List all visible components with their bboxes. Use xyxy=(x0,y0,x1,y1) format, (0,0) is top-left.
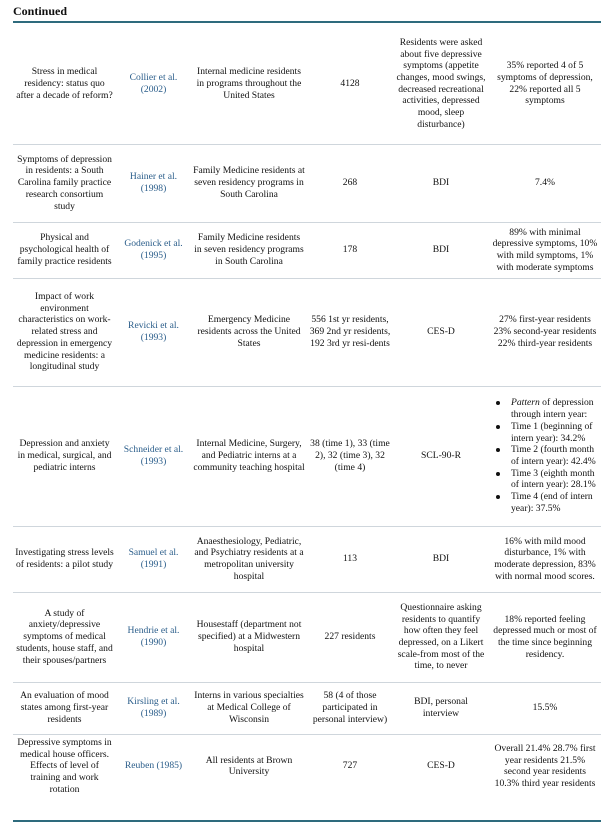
table-row xyxy=(13,24,601,144)
table-row xyxy=(13,526,601,592)
study-title: Depression and anxiety in medical, surgical, and pediatric interns xyxy=(13,386,116,526)
result-bullet-item xyxy=(493,397,599,420)
study-sample-size: 556 1st yr residents, 369 2nd yr residents, 192 3rd yr resi-dents xyxy=(307,278,393,386)
studies-table xyxy=(13,24,601,798)
study-measure: BDI xyxy=(393,222,489,278)
study-author: Revicki et al. (1993) xyxy=(116,278,191,386)
study-author: Hendrie et al. (1990) xyxy=(116,592,191,682)
study-title: Symptoms of depression in residents: a South Carolina family practice research consortium study xyxy=(13,144,116,222)
study-measure: Residents were asked about five depressive symptoms (appetite changes, mood swings, decreased recreational activities, depressed mood, sleep disturbance) xyxy=(393,24,489,144)
table-row xyxy=(13,592,601,682)
study-population: Internal Medicine, Surgery, and Pediatric interns at a community teaching hospital xyxy=(191,386,307,526)
study-result: 27% first-year residents 23% second-year residents 22% third-year residents xyxy=(489,278,601,386)
result-bullet-item: Time 3 (eighth month of intern year): 28.1% xyxy=(493,468,599,491)
study-title: Impact of work environment characteristics on work-related stress and depression in emergency medicine residents: a longitudinal study xyxy=(13,278,116,386)
study-result: Overall 21.4% 28.7% first year residents 21.5% second year residents 10.3% third year residents xyxy=(494,742,596,789)
study-author: Kirsling et al. (1989) xyxy=(116,682,191,734)
study-population: Family Medicine residents at seven residency programs in South Carolina xyxy=(191,144,307,222)
table-row xyxy=(13,682,601,734)
study-sample-size: 178 xyxy=(307,222,393,278)
table-row xyxy=(13,278,601,386)
study-sample-size: 58 (4 of those participated in personal interview) xyxy=(307,682,393,734)
study-author: Schneider et al. (1993) xyxy=(116,386,191,526)
study-sample-size: 227 residents xyxy=(307,592,393,682)
study-population: All residents at Brown University xyxy=(205,754,293,778)
study-population: Emergency Medicine residents across the United States xyxy=(191,278,307,386)
study-title: Depressive symptoms in medical house officers. Effects of level of training and work rotation xyxy=(17,736,112,795)
study-population: Housestaff (department not specified) at a Midwestern hospital xyxy=(191,592,307,682)
top-rule xyxy=(13,21,601,23)
study-sample-size: 113 xyxy=(307,526,393,592)
study-measure: CES-D xyxy=(427,760,455,772)
study-measure: BDI xyxy=(393,526,489,592)
study-sample-size: 268 xyxy=(307,144,393,222)
study-author: Reuben (1985) xyxy=(124,760,183,772)
study-sample-size: 727 xyxy=(342,760,358,772)
study-measure: Questionnaire asking residents to quantify how often they feel depressed, on a Likert scale-from most of the time, to never xyxy=(393,592,489,682)
study-sample-size: 38 (time 1), 33 (time 2), 32 (time 3), 32 (time 4) xyxy=(307,386,393,526)
study-result: 89% with minimal depressive symptoms, 10% with mild symptoms, 1% with moderate symptoms xyxy=(489,222,601,278)
study-result: 16% with mild mood disturbance, 1% with moderate depression, 83% with normal mood scores. xyxy=(489,526,601,592)
result-bullet-item: Time 1 (beginning of intern year): 34.2% xyxy=(493,421,599,444)
study-title: A study of anxiety/depressive symptoms of medical students, house staff, and their spouses/partners xyxy=(13,592,116,682)
bottom-rule xyxy=(13,820,601,822)
study-result: 7.4% xyxy=(489,144,601,222)
study-result: 35% reported 4 of 5 symptoms of depression, 22% reported all 5 symptoms xyxy=(489,24,601,144)
study-population: Internal medicine residents in programs throughout the United States xyxy=(191,24,307,144)
result-lead-text: of depression through intern year: xyxy=(511,397,594,421)
result-bullet-item: Time 4 (end of intern year): 37.5% xyxy=(493,491,599,514)
study-author: Hainer et al. (1998) xyxy=(116,144,191,222)
study-result: 18% reported feeling depressed much or most of the time since beginning residency. xyxy=(489,592,601,682)
result-lead-italic: Pattern xyxy=(511,397,540,409)
study-title: Stress in medical residency: status quo after a decade of reform? xyxy=(13,24,116,144)
study-population: Interns in various specialties at Medical College of Wisconsin xyxy=(191,682,307,734)
study-title: Physical and psychological health of family practice residents xyxy=(13,222,116,278)
study-measure: BDI xyxy=(393,144,489,222)
study-title: An evaluation of mood states among first-year residents xyxy=(13,682,116,734)
study-population: Anaesthesiology, Pediatric, and Psychiatry residents at a metropolitan university hospital xyxy=(191,526,307,592)
study-result: 15.5% xyxy=(489,682,601,734)
study-measure: SCL-90-R xyxy=(393,386,489,526)
study-author: Samuel et al. (1991) xyxy=(116,526,191,592)
table-row xyxy=(13,734,601,798)
study-measure: CES-D xyxy=(393,278,489,386)
table-row xyxy=(13,386,601,526)
study-author: Godenick et al. (1995) xyxy=(116,222,191,278)
table-row xyxy=(13,222,601,278)
study-result xyxy=(489,386,601,526)
study-title: Investigating stress levels of residents: a pilot study xyxy=(13,526,116,592)
continued-label: Continued xyxy=(13,4,68,18)
result-bullet-list xyxy=(491,397,599,514)
study-sample-size: 4128 xyxy=(307,24,393,144)
study-measure: BDI, personal interview xyxy=(393,682,489,734)
study-author: Collier et al. (2002) xyxy=(116,24,191,144)
study-population: Family Medicine residents in seven residency programs in South Carolina xyxy=(191,222,307,278)
table-row xyxy=(13,144,601,222)
result-bullet-item: Time 2 (fourth month of intern year): 42.4% xyxy=(493,444,599,467)
